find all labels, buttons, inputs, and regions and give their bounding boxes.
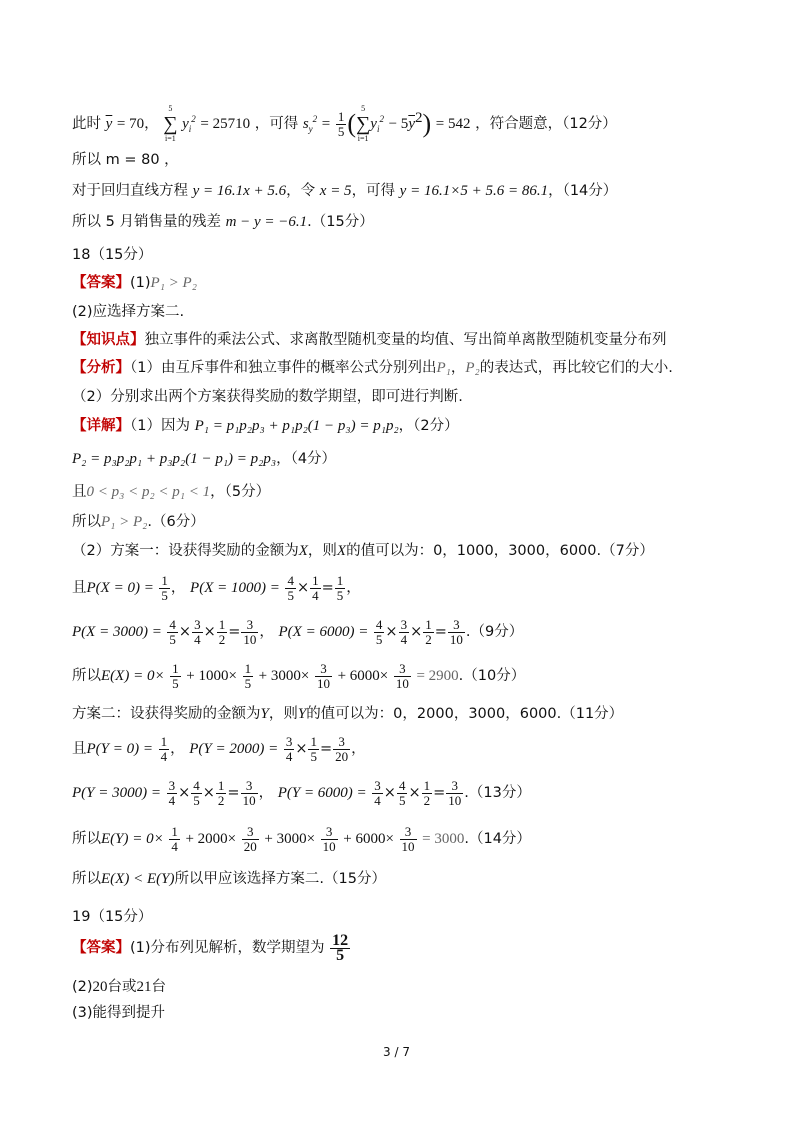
text-lead: 此时 (72, 116, 101, 132)
q18-answer-2: (2)应选择方案二. (72, 304, 185, 320)
eq-P1: P₁ = p₁p₂p₃ + p₁p₂(1 − p₃) = p₁p₂ (194, 418, 399, 434)
frac-12-5: $\frac{12}{5}$ (332, 931, 349, 964)
sum-y2-value: = 25710 (200, 116, 251, 132)
x-eq-5: x = 5 (319, 183, 352, 199)
line-regression (72, 181, 753, 201)
q18-analysis-2: （2）分别求出两个方案获得奖励的数学期望，即可进行判断. (72, 389, 463, 405)
detail-tag: 【详解】 (72, 418, 130, 434)
ybar-value: = 70 (116, 116, 145, 132)
inequality-p: 0 < p₃ < p₂ < p₁ < 1 (86, 484, 211, 500)
sum-top: 5 (168, 104, 173, 113)
q18-detail-12: 所以E(Y) = 0× $\frac{1}{4}$ + 2000× $\frac{3}{20}$ + 3000× $\frac{3}{10}$ + 6000× $\frac{3}{10}$ = 3000.（14分） (72, 823, 531, 854)
result-542: = 542 (435, 116, 471, 132)
text-reg-f: ，（14分） (548, 183, 618, 199)
line-variance: 此时 $\overline{y} = 70$， 5 ∑ i=1 $y_i^2 = 25710$ ，可得 $s_y^2$ = $\frac{1}{5}$ ( 5 ∑ i=1 $y_i^2 - 5\overline{y}^2) = 542$ ，符合题意，（12分） (72, 104, 617, 143)
y-i-sq: $y_i^2$ (182, 114, 196, 134)
analysis-tag: 【分析】 (72, 360, 130, 376)
line-residual (72, 212, 753, 232)
q18-detail-4: 所以P₁ > P₂.（6分） (72, 514, 205, 530)
s-y-sq: $s_y^2$ (302, 114, 318, 134)
answer-tag: 【答案】 (72, 275, 130, 291)
text-residual: 所以 5 月销售量的残差 (72, 214, 221, 230)
q18-detail-10: 且P(Y = 0) = $\frac{1}{4}$ ， P(Y = 2000) = $\frac{3}{4}$ × $\frac{1}{5}$ = $\frac{3}{20}$ ， (72, 733, 366, 764)
q18-detail-2: P₂ = p₃p₂p₁ + p₃p₂(1 − p₁) = p₂p₃，（4分） (72, 451, 337, 467)
knowledge-tag: 【知识点】 (72, 332, 145, 348)
q18-detail-11: P(Y = 3000) = $\frac{3}{4}$ × $\frac{4}{5}$ × $\frac{1}{2}$ = $\frac{3}{10}$ ， P(Y = 6000) = $\frac{3}{4}$ × $\frac{4}{5}$ × $\frac{1}{2}$ = $\frac{3}{10}$ .（13分） (72, 777, 531, 808)
ey-3000: = 3000 (422, 831, 465, 847)
text-reg-b: ，令 (286, 183, 316, 199)
eq-P2: P₂ = p₃p₂p₁ + p₃p₂(1 − p₁) = p₂p₃ (72, 451, 277, 467)
text-mid: ，可得 (254, 116, 299, 132)
sum-bottom: i=1 (164, 134, 176, 143)
knowledge-text: 独立事件的乘法公式、求离散型随机变量的均值、写出简单离散型随机变量分布列 (144, 332, 667, 348)
text-reg-d: ，可得 (351, 183, 396, 199)
q18-analysis-1: 【分析】（1）由互斥事件和独立事件的概率公式分别列出P₁，P₂的表达式，再比较它们的大小. (72, 360, 673, 376)
q18-detail-13: 所以E(X) < E(Y)所以甲应该选择方案二.（15分） (72, 871, 386, 887)
q18-answer-1: 【答案】(1)P₁ > P₂ (72, 275, 197, 291)
q18-detail-1: 【详解】（1）因为 P₁ = p₁p₂p₃ + p₁p₂(1 − p₃) = p₁p₂，（2分） (72, 418, 459, 434)
q18-knowledge (72, 330, 753, 350)
text-tail: ，符合题意，（12分） (475, 116, 617, 132)
line-m80: 所以 m = 80 ， (72, 152, 179, 168)
q18-detail-9: 方案二：设获得奖励的金额为Y，则Y的值可以为：0，2000，3000，6000.（11分） (72, 706, 624, 722)
q18-detail-6: 且P(X = 0) = $\frac{1}{5}$ ， P(X = 1000) = $\frac{4}{5}$ × $\frac{1}{4}$ = $\frac{1}{5}$ ， (72, 572, 361, 603)
q18-detail-8: 所以E(X) = 0× $\frac{1}{5}$ + 1000× $\frac{1}{5}$ + 3000× $\frac{3}{10}$ + 6000× $\frac{3}{10}$ = 2900.（10分） (72, 660, 526, 691)
q19-answer-2: (2)20台或21台 (72, 979, 167, 995)
q18-detail-5: （2）方案一：设获得奖励的金额为X，则X的值可以为：0，1000，3000，6000.（7分） (72, 543, 654, 559)
q19-answer-1: 【答案】(1)分布列见解析，数学期望为 $\frac{12}{5}$ (72, 931, 349, 964)
q19-answer-3: (3)能得到提升 (72, 1005, 166, 1021)
frac-one-fifth: $\frac{1}{5}$ (337, 108, 345, 139)
y-bar: $\overline{y}$ (105, 116, 113, 132)
text-residual-score: .（15分） (307, 214, 374, 230)
y-computed: y = 16.1×5 + 5.6 = 86.1 (399, 183, 549, 199)
page-number: 3 / 7 (383, 1045, 410, 1059)
q18-header: 18（15分） (72, 247, 153, 263)
q18-detail-3: 且0 < p₃ < p₂ < p₁ < 1，（5分） (72, 484, 271, 500)
minus-five: − 5 (388, 116, 409, 132)
ex-2900: = 2900 (416, 668, 459, 684)
q19-header: 19（15分） (72, 909, 153, 925)
answer-tag-19: 【答案】 (72, 940, 130, 956)
q18-detail-7: P(X = 3000) = $\frac{4}{5}$ × $\frac{3}{4}$ × $\frac{1}{2}$ = $\frac{3}{10}$ ， P(X = 6000) = $\frac{4}{5}$ × $\frac{3}{4}$ × $\frac{1}{2}$ = $\frac{3}{10}$ .（9分） (72, 616, 524, 647)
text-reg-a: 对于回归直线方程 (72, 183, 188, 199)
residual-eq: m − y = −6.1 (225, 214, 308, 230)
p1-gt-p2: P₁ > P₂ (150, 275, 197, 291)
ex-lt-ey: E(X) < E(Y) (101, 871, 175, 887)
sum-symbol: 5 ∑ i=1 (163, 104, 178, 143)
regression-eq: y = 16.1x + 5.6 (192, 183, 287, 199)
